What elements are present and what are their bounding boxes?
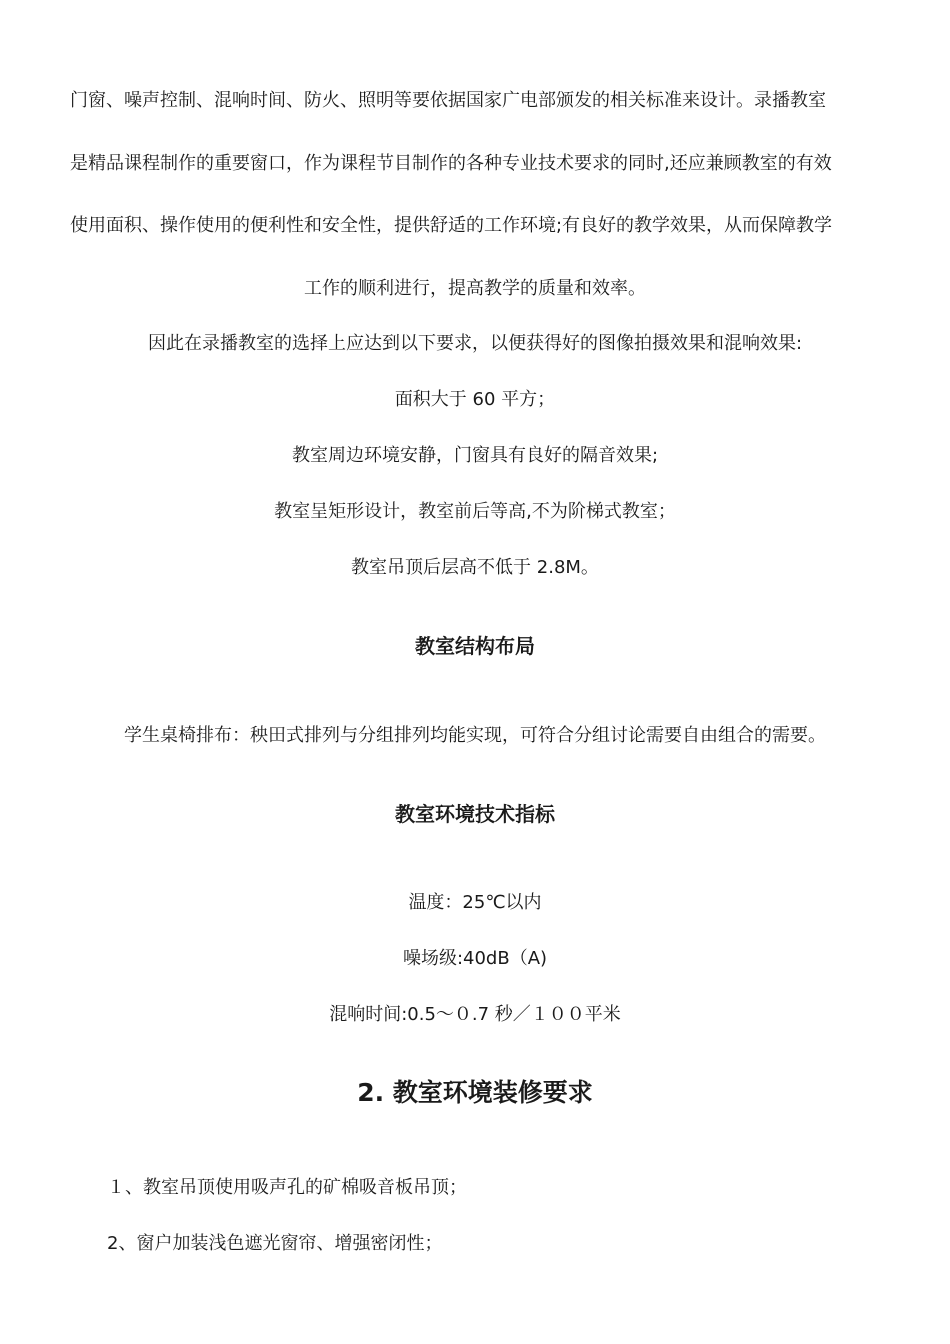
decoration-item: １、教室吊顶使用吸声孔的矿棉吸音板吊顶； [107, 1177, 467, 1198]
requirement-item: 教室吊顶后层高不低于 2.8M。 [351, 557, 599, 578]
requirement-item: 教室周边环境安静，门窗具有良好的隔音效果; [291, 445, 659, 466]
structure-text: 学生桌椅排布：秧田式排列与分组排列均能实现，可符合分组讨论需要自由组合的需要。 [124, 725, 826, 746]
section-heading-decoration: 2. 教室环境装修要求 [357, 1078, 593, 1107]
spec-item: 混响时间:0.5～０.7 秒／１００平米 [329, 1004, 621, 1025]
section-heading-structure: 教室结构布局 [415, 634, 535, 658]
spec-item: 温度：25℃以内 [408, 892, 542, 913]
intro-line-4: 工作的顺利进行，提高教学的质量和效率。 [304, 278, 646, 299]
intro-line-1: 门窗、噪声控制、混响时间、防火、照明等要依据国家广电部颁发的相关标准来设计。录播教室 [70, 90, 826, 111]
spec-item: 噪场级:40dB（A) [402, 948, 548, 969]
requirement-item: 教室呈矩形设计，教室前后等高,不为阶梯式教室； [274, 501, 676, 522]
intro-line-2: 是精品课程制作的重要窗口，作为课程节目制作的各种专业技术要求的同时,还应兼顾教室的有效 [70, 153, 832, 174]
section-heading-specs: 教室环境技术指标 [395, 802, 555, 826]
requirements-lead: 因此在录播教室的选择上应达到以下要求，以便获得好的图像拍摄效果和混响效果: [147, 333, 803, 354]
decoration-item: 2、窗户加装浅色遮光窗帘、增强密闭性； [107, 1233, 443, 1254]
requirement-item: 面积大于 60 平方； [394, 389, 556, 410]
intro-line-3: 使用面积、操作使用的便利性和安全性，提供舒适的工作环境;有良好的教学效果，从而保障教学 [70, 215, 833, 236]
